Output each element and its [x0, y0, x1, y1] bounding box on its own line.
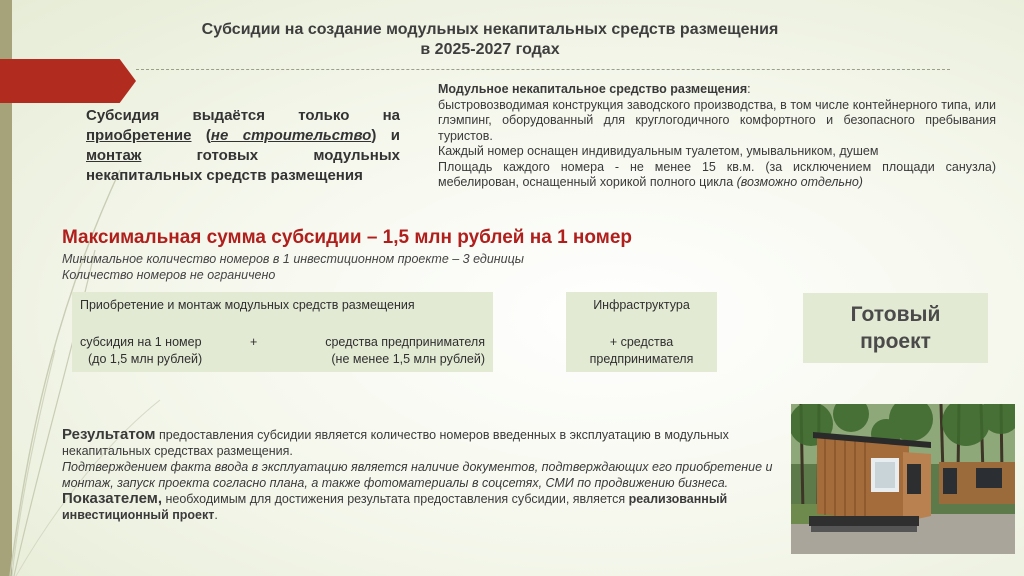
module-definition-paragraph1: быстровозводимая конструкция заводского производства, в том числе контейнерного типа, или глэмпинг, оборудованный для круглогодичного комфортного и безопасного пребывания туристов.: [438, 97, 996, 143]
result-confirmation: Подтверждением факта ввода в эксплуатацию является наличие документов, подтверждающих его приобретение и монтаж, запуск проекта согласно плана, а также фотоматериалы в соцсетях, СМИ по продвижению бизнеса.: [62, 460, 773, 490]
acquisition-box: [72, 292, 493, 372]
ready-project-line1: Готовый: [850, 303, 941, 326]
infrastructure-funds-line1: + средства: [609, 335, 674, 349]
result-text: предоставления субсидии является количество номеров введенных в эксплуатацию в модульных некапитальных средствах размещения.: [62, 428, 729, 458]
module-definition-heading: Модульное некапитальное средство размещения: [438, 82, 748, 96]
room-limits-line2: Количество номеров не ограничено: [62, 268, 276, 282]
infrastructure-box: [566, 292, 717, 372]
entrepreneur-funds-label: средства предпринимателя: [325, 335, 485, 349]
acquisition-word: приобретение: [86, 127, 192, 144]
paren-open: (: [191, 127, 211, 144]
subsidy-per-room-label: субсидия на 1 номер: [80, 335, 202, 349]
subsidy-note-rest: готовых модульных некапитальных средств размещения: [86, 147, 400, 184]
infrastructure-box-title: Инфраструктура: [593, 298, 690, 312]
indicator-lead: Показателем,: [62, 490, 163, 507]
infrastructure-funds-line2: предпринимателя: [589, 352, 694, 366]
indicator-end: .: [214, 508, 218, 522]
and-word: и: [390, 127, 400, 144]
module-definition-paragraph3: Площадь каждого номера - не менее 15 кв.м. (за исключением площади санузла) мебелирован, оснащенный хорикой полного цикла: [438, 159, 996, 189]
red-accent-tab: [0, 59, 136, 103]
ready-project-box: [803, 293, 988, 363]
page-title: [140, 20, 840, 60]
ready-project-line2: проект: [860, 330, 931, 353]
max-subsidy-heading: Максимальная сумма субсидии – 1,5 млн рублей на 1 номер: [62, 227, 632, 248]
plus-sign: +: [250, 335, 258, 349]
page-title-line2: в 2025-2027 годах: [420, 41, 560, 58]
module-definition-colon: :: [747, 82, 751, 96]
title-divider: [136, 69, 950, 70]
subsidy-note-part1: Субсидия выдаётся только на: [86, 107, 400, 124]
module-definition: [438, 82, 996, 191]
room-limits: [62, 251, 524, 283]
modular-house-photo: [791, 404, 1015, 554]
acquisition-box-title: Приобретение и монтаж модульных средств размещения: [80, 298, 415, 312]
result-lead: Результатом: [62, 426, 156, 443]
page-title-line1: Субсидии на создание модульных некапитальных средств размещения: [201, 21, 779, 38]
module-definition-paragraph2: Каждый номер оснащен индивидуальным туалетом, умывальником, душем: [438, 144, 879, 158]
subsidy-per-room-limit: (до 1,5 млн рублей): [88, 352, 203, 366]
installation-word: монтаж: [86, 147, 142, 164]
indicator-bold: реализованный инвестиционный проект: [62, 492, 728, 522]
subsidy-note: [86, 106, 400, 186]
paren-close: ): [371, 127, 377, 144]
result-section: [62, 427, 792, 523]
entrepreneur-funds-limit: (не менее 1,5 млн рублей): [331, 352, 485, 366]
indicator-text: необходимым для достижения результата предоставления субсидии, является: [162, 492, 629, 506]
room-limits-line1: Минимальное количество номеров в 1 инвестиционном проекте – 3 единицы: [62, 252, 524, 266]
module-definition-paragraph3-note: (возможно отдельно): [736, 175, 863, 189]
not-construction-word: не строительство: [210, 127, 372, 144]
